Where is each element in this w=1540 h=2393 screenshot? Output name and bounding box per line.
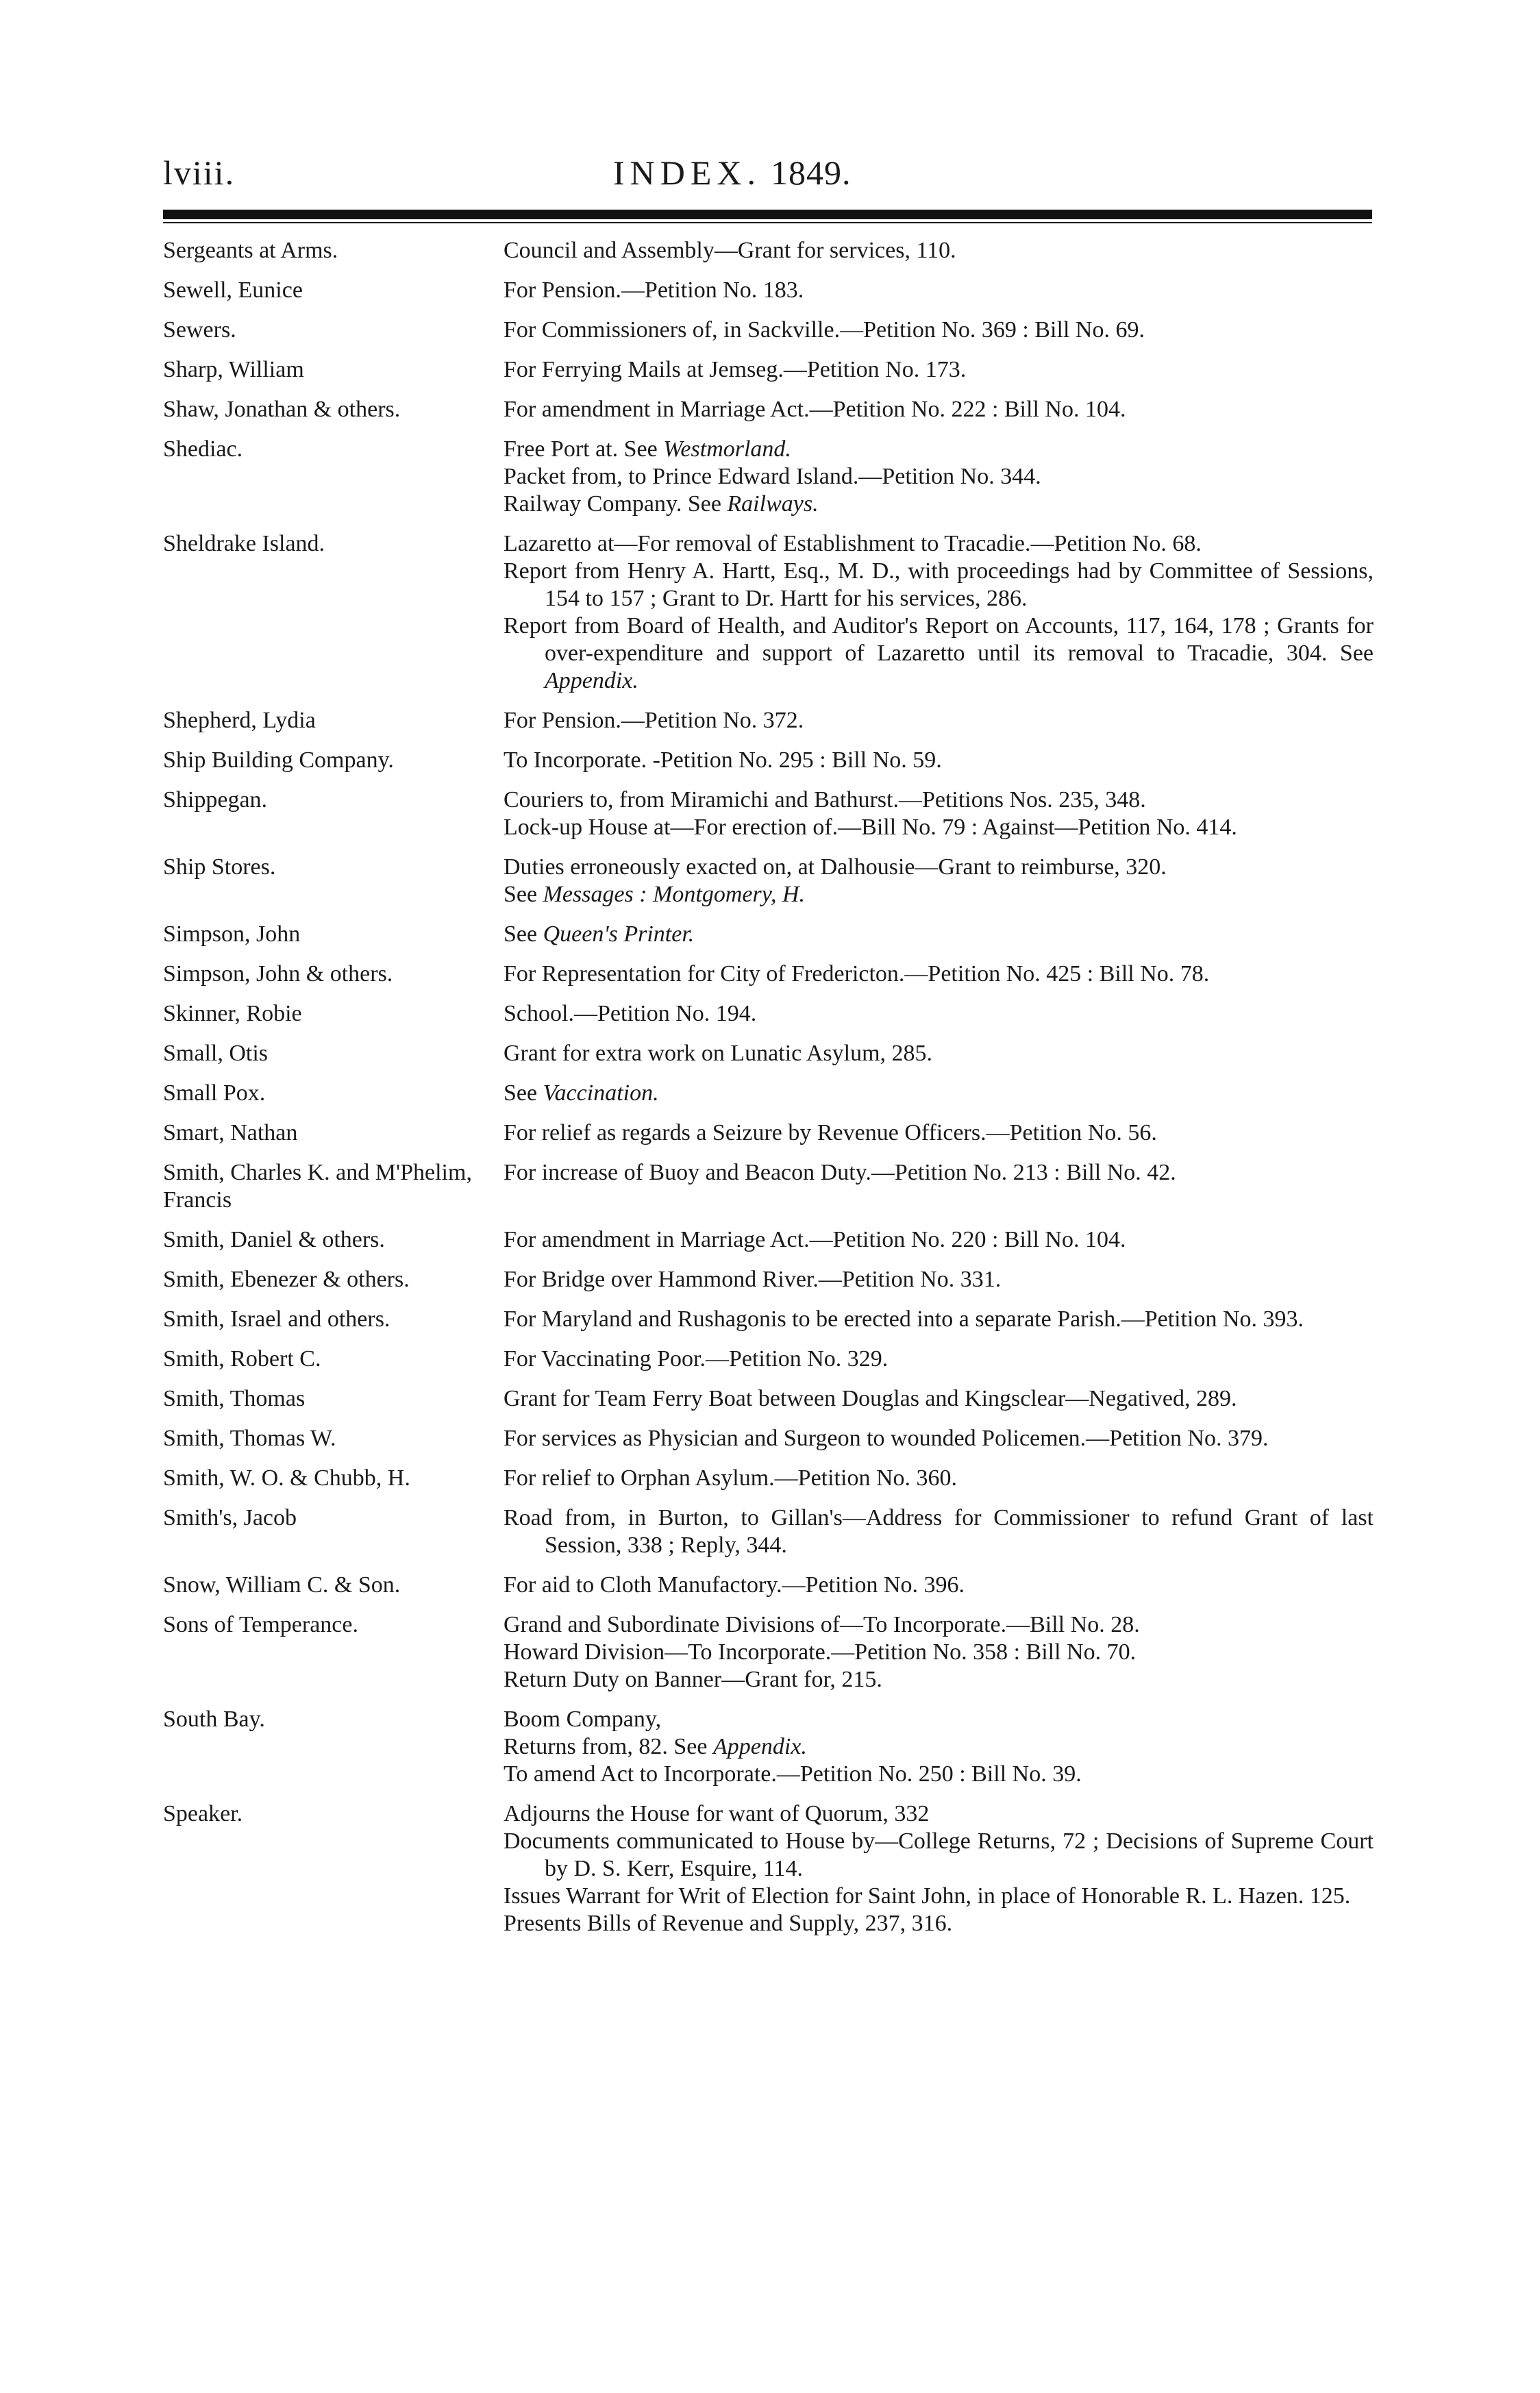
entry-definition — [504, 1226, 1374, 1254]
entry-definitions — [504, 1306, 1374, 1333]
entry-term: Smith, Thomas W. — [163, 1426, 336, 1451]
entry-definition — [504, 1666, 1374, 1694]
entry-definitions — [504, 921, 1374, 948]
entry-definition — [504, 707, 1374, 734]
entry-definition — [504, 1883, 1374, 1910]
entry-term: Snow, William C. & Son. — [163, 1572, 401, 1598]
entry-definitions — [504, 1706, 1374, 1788]
entry-definitions — [504, 1385, 1374, 1413]
entry-definition — [504, 786, 1374, 814]
entry-term: Small, Otis — [163, 1041, 269, 1066]
entry-definition — [504, 1346, 1374, 1373]
definition-text: For amendment in Marriage Act.—Petition No. 222 : Bill No. 104. — [504, 397, 1126, 422]
entry-term: Speaker. — [163, 1801, 243, 1826]
entry-definitions — [504, 1425, 1374, 1452]
definition-text: Grant for extra work on Lunatic Asylum, 285. — [504, 1041, 933, 1066]
index-entry — [0, 1040, 1540, 1067]
index-entry — [0, 747, 1540, 774]
entry-term: Shediac. — [163, 436, 243, 462]
index-entry — [0, 854, 1540, 908]
page-title — [613, 152, 852, 193]
definition-text: Couriers to, from Miramichi and Bathurst.—Petitions Nos. 235, 348. — [504, 787, 1146, 813]
definition-text: See — [504, 882, 543, 907]
entry-term: Smith, Charles K. and M'Phelim, Francis — [163, 1160, 472, 1213]
entry-definition — [504, 921, 1374, 948]
entry-term: Sons of Temperance. — [163, 1612, 358, 1637]
index-entry — [0, 1306, 1540, 1333]
definition-text: For Maryland and Rushagonis to be erected into a separate Parish.—Petition No. 393. — [504, 1306, 1304, 1332]
entry-term: Sharp, William — [163, 357, 304, 382]
entry-term: Ship Stores. — [163, 854, 276, 880]
entry-term: Smith, Thomas — [163, 1386, 306, 1411]
entry-definitions — [504, 1040, 1374, 1067]
index-year: 1849. — [771, 153, 852, 192]
entry-term: Shaw, Jonathan & others. — [163, 397, 401, 422]
entry-definitions — [504, 1465, 1374, 1492]
entry-definitions — [504, 1119, 1374, 1147]
entry-definitions — [504, 356, 1374, 384]
entry-definition — [504, 612, 1374, 695]
entry-term: Shepherd, Lydia — [163, 708, 316, 733]
page-header — [0, 0, 1540, 226]
entry-definition — [504, 1572, 1374, 1599]
entry-definition — [504, 317, 1374, 344]
definition-text: Documents communicated to House by—College Returns, 72 ; Decisions of Supreme Court by D. S. Kerr, Esquire, 114. — [504, 1828, 1374, 1881]
definition-italic-text: Appendix. — [545, 668, 638, 693]
header-rule — [163, 210, 1372, 219]
index-entry — [0, 960, 1540, 988]
entry-definition — [504, 814, 1374, 841]
entry-definition — [504, 1159, 1374, 1187]
entry-definition — [504, 558, 1374, 612]
definition-text: Road from, in Burton, to Gillan's—Address for Commissioner to refund Grant of last Session, 338 ; Reply, 344. — [504, 1505, 1374, 1558]
entry-term: Skinner, Robie — [163, 1001, 302, 1026]
entry-term: Smith, Daniel & others. — [163, 1227, 385, 1252]
entry-definitions — [504, 530, 1374, 695]
entry-definition — [504, 854, 1374, 881]
index-entry — [0, 921, 1540, 948]
entry-term: South Bay. — [163, 1707, 265, 1732]
definition-italic-text: Queen's Printer. — [543, 921, 695, 947]
index-entry — [0, 436, 1540, 518]
definition-text: See — [504, 921, 543, 947]
definition-text: Lock-up House at—For erection of.—Bill No. 79 : Against—Petition No. 414. — [504, 815, 1237, 840]
entry-definitions — [504, 1000, 1374, 1028]
entry-definition — [504, 237, 1374, 264]
definition-italic-text: Westmorland. — [663, 436, 791, 462]
entry-definitions — [504, 436, 1374, 518]
definition-italic-text: Railways. — [727, 491, 819, 517]
definition-text: Duties erroneously exacted on, at Dalhousie—Grant to reimburse, 320. — [504, 854, 1167, 880]
definition-text: Adjourns the House for want of Quorum, 332 — [504, 1801, 930, 1826]
entry-definitions — [504, 747, 1374, 774]
entry-definition — [504, 1611, 1374, 1639]
index-title: INDEX. — [613, 153, 762, 192]
entry-term: Smith, Robert C. — [163, 1346, 321, 1372]
entry-definitions — [504, 1800, 1374, 1937]
index-entry — [0, 1385, 1540, 1413]
entry-definitions — [504, 237, 1374, 264]
entry-term: Sergeants at Arms. — [163, 238, 338, 263]
definition-text: For relief as regards a Seizure by Revenue Officers.—Petition No. 56. — [504, 1120, 1157, 1145]
definition-text: For relief to Orphan Asylum.—Petition No. 360. — [504, 1465, 958, 1491]
entry-term: Sewers. — [163, 317, 236, 343]
index-entry — [0, 1159, 1540, 1214]
entry-definitions — [504, 960, 1374, 988]
definition-text: For increase of Buoy and Beacon Duty.—Petition No. 213 : Bill No. 42. — [504, 1160, 1176, 1185]
index-entry — [0, 1266, 1540, 1293]
entry-term: Shippegan. — [163, 787, 268, 813]
entry-definition — [504, 1800, 1374, 1828]
index-entry — [0, 396, 1540, 423]
definition-text: For Commissioners of, in Sackville.—Petition No. 369 : Bill No. 69. — [504, 317, 1145, 343]
definition-text: Howard Division—To Incorporate.—Petition No. 358 : Bill No. 70. — [504, 1639, 1137, 1665]
entry-term: Smith, W. O. & Chubb, H. — [163, 1465, 410, 1491]
definition-text: For services as Physician and Surgeon to wounded Policemen.—Petition No. 379. — [504, 1426, 1269, 1451]
entry-definitions — [504, 707, 1374, 734]
definition-text: Issues Warrant for Writ of Election for Saint John, in place of Honorable R. L. Hazen. 125. — [504, 1883, 1351, 1909]
entry-definition — [504, 436, 1374, 463]
entry-definitions — [504, 1572, 1374, 1599]
entry-definition — [504, 1910, 1374, 1937]
entry-definition — [504, 1465, 1374, 1492]
entry-definition — [504, 1504, 1374, 1559]
index-entry — [0, 707, 1540, 734]
entry-definition — [504, 1828, 1374, 1883]
index-entry — [0, 786, 1540, 841]
definition-text: For aid to Cloth Manufactory.—Petition No. 396. — [504, 1572, 965, 1598]
entry-definition — [504, 396, 1374, 423]
index-entry — [0, 1000, 1540, 1028]
page-number: lviii. — [163, 153, 236, 192]
entry-definitions — [504, 1611, 1374, 1694]
index-entry — [0, 1080, 1540, 1107]
entry-definitions — [504, 1504, 1374, 1559]
index-entry — [0, 317, 1540, 344]
index-entry — [0, 356, 1540, 384]
entry-term: Small Pox. — [163, 1080, 266, 1106]
index-entry — [0, 1346, 1540, 1373]
definition-text: Packet from, to Prince Edward Island.—Petition No. 344. — [504, 464, 1041, 489]
definition-text: To amend Act to Incorporate.—Petition No. 250 : Bill No. 39. — [504, 1761, 1082, 1787]
definition-italic-text: Vaccination. — [543, 1080, 659, 1106]
definition-text: Boom Company, — [504, 1707, 662, 1732]
index-entries — [0, 237, 1540, 1950]
entry-definition — [504, 463, 1374, 491]
entry-definitions — [504, 1266, 1374, 1293]
entry-definition — [504, 1761, 1374, 1788]
index-entry — [0, 1504, 1540, 1559]
entry-definition — [504, 356, 1374, 384]
definition-text: To Incorporate. -Petition No. 295 : Bill No. 59. — [504, 747, 942, 773]
index-entry — [0, 1800, 1540, 1937]
entry-definition — [504, 1425, 1374, 1452]
definition-text: Return Duty on Banner—Grant for, 215. — [504, 1667, 882, 1692]
definition-text: See — [504, 1080, 543, 1106]
entry-definition — [504, 1733, 1374, 1761]
entry-definition — [504, 881, 1374, 908]
definition-text: Lazaretto at—For removal of Establishment to Tracadie.—Petition No. 68. — [504, 531, 1202, 556]
entry-term: Sheldrake Island. — [163, 531, 325, 556]
index-entry — [0, 1119, 1540, 1147]
entry-term: Simpson, John — [163, 921, 301, 947]
definition-text: For Ferrying Mails at Jemseg.—Petition No. 173. — [504, 357, 967, 382]
definition-text: Free Port at. See — [504, 436, 664, 462]
entry-definition — [504, 747, 1374, 774]
definition-text: Report from Board of Health, and Auditor's Report on Accounts, 117, 164, 178 ; Grants for over-expenditure and support of Lazaretto until its removal to Tracadie, 304. See — [504, 613, 1374, 666]
definition-text: For Bridge over Hammond River.—Petition No. 331. — [504, 1267, 1002, 1292]
index-entry — [0, 277, 1540, 304]
definition-text: Grant for Team Ferry Boat between Douglas and Kingsclear—Negatived, 289. — [504, 1386, 1237, 1411]
index-entry — [0, 1572, 1540, 1599]
definition-text: For Pension.—Petition No. 183. — [504, 277, 804, 303]
index-entry — [0, 530, 1540, 695]
definition-text: For Vaccinating Poor.—Petition No. 329. — [504, 1346, 889, 1372]
definition-text: Council and Assembly—Grant for services, 110. — [504, 238, 956, 263]
definition-text: Presents Bills of Revenue and Supply, 237, 316. — [504, 1911, 953, 1936]
entry-term: Smith, Israel and others. — [163, 1306, 390, 1332]
index-entry — [0, 1425, 1540, 1452]
entry-definitions — [504, 396, 1374, 423]
definition-text: Railway Company. See — [504, 491, 728, 517]
entry-definitions — [504, 1159, 1374, 1187]
entry-definition — [504, 277, 1374, 304]
index-entry — [0, 237, 1540, 264]
entry-term: Ship Building Company. — [163, 747, 394, 773]
entry-definition — [504, 530, 1374, 558]
entry-definitions — [504, 786, 1374, 841]
entry-term: Smith, Ebenezer & others. — [163, 1267, 410, 1292]
definition-text: For amendment in Marriage Act.—Petition No. 220 : Bill No. 104. — [504, 1227, 1126, 1252]
definition-italic-text: Messages : Montgomery, H. — [543, 882, 806, 907]
entry-definition — [504, 1385, 1374, 1413]
entry-term: Smith's, Jacob — [163, 1505, 297, 1530]
index-entry — [0, 1465, 1540, 1492]
index-entry — [0, 1226, 1540, 1254]
entry-definition — [504, 1080, 1374, 1107]
entry-definitions — [504, 854, 1374, 908]
entry-definitions — [504, 277, 1374, 304]
definition-text: Grand and Subordinate Divisions of—To Incorporate.—Bill No. 28. — [504, 1612, 1140, 1637]
entry-definition — [504, 491, 1374, 518]
entry-definition — [504, 1119, 1374, 1147]
definition-text: For Pension.—Petition No. 372. — [504, 708, 804, 733]
definition-text: Report from Henry A. Hartt, Esq., M. D., with proceedings had by Committee of Sessions, 154 to 157 ; Grant to Dr. Hartt for his services, 286. — [504, 558, 1374, 611]
definition-text: School.—Petition No. 194. — [504, 1001, 757, 1026]
entry-term: Sewell, Eunice — [163, 277, 303, 303]
index-entry — [0, 1706, 1540, 1788]
entry-definitions — [504, 1346, 1374, 1373]
entry-definition — [504, 1306, 1374, 1333]
entry-definition — [504, 1266, 1374, 1293]
entry-definitions — [504, 1080, 1374, 1107]
entry-definition — [504, 1706, 1374, 1733]
definition-text: Returns from, 82. See — [504, 1734, 713, 1759]
entry-definition — [504, 1000, 1374, 1028]
index-entry — [0, 1611, 1540, 1694]
entry-definition — [504, 960, 1374, 988]
definition-italic-text: Appendix. — [712, 1734, 807, 1759]
entry-definition — [504, 1040, 1374, 1067]
entry-term: Simpson, John & others. — [163, 961, 393, 987]
entry-definition — [504, 1639, 1374, 1666]
definition-text: For Representation for City of Fredericton.—Petition No. 425 : Bill No. 78. — [504, 961, 1210, 987]
entry-term: Smart, Nathan — [163, 1120, 298, 1145]
entry-definitions — [504, 1226, 1374, 1254]
entry-definitions — [504, 317, 1374, 344]
